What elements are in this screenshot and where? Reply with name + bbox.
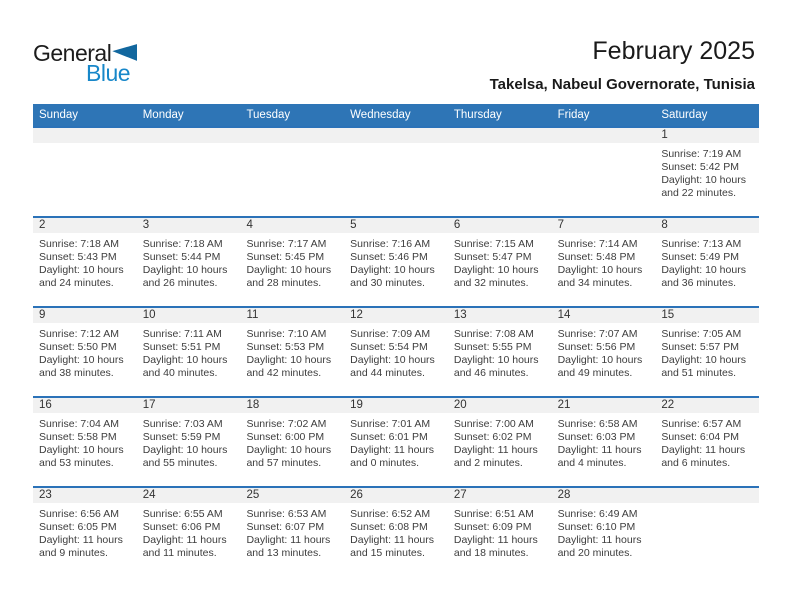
day-info <box>344 323 448 380</box>
day-info-line: Sunset: 5:47 PM <box>453 251 532 263</box>
empty-day-cell <box>344 128 448 216</box>
day-info-line: Sunrise: 6:51 AM <box>453 508 534 520</box>
day-info <box>448 503 552 560</box>
day-info <box>552 503 656 560</box>
day-info-line: Sunset: 5:51 PM <box>142 341 221 353</box>
week-row <box>33 486 759 576</box>
day-cell <box>137 488 241 576</box>
day-info <box>137 233 241 290</box>
day-number <box>344 128 448 143</box>
day-info-line: Sunrise: 7:10 AM <box>246 328 327 340</box>
weekday-header-label: Saturday <box>661 109 708 121</box>
day-info-line: Sunset: 5:46 PM <box>350 251 428 263</box>
day-info-line: Sunrise: 7:07 AM <box>557 328 638 340</box>
day-number <box>448 128 552 143</box>
day-cell <box>655 128 759 216</box>
empty-day-cell <box>137 128 241 216</box>
day-info-line: Daylight: 10 hours <box>453 354 539 366</box>
day-number: 27 <box>448 488 552 503</box>
day-info-line: and 57 minutes. <box>246 457 322 469</box>
day-info <box>655 233 759 290</box>
day-info-line: and 4 minutes. <box>557 457 627 469</box>
day-cell <box>448 488 552 576</box>
day-info-line: and 22 minutes. <box>661 187 737 199</box>
week-row <box>33 306 759 396</box>
day-cell <box>137 218 241 306</box>
empty-day-cell <box>448 128 552 216</box>
empty-day-cell <box>33 128 137 216</box>
day-info <box>552 233 656 290</box>
day-cell <box>33 488 137 576</box>
day-number: 20 <box>448 398 552 413</box>
day-number: 22 <box>655 398 759 413</box>
day-info-line: and 26 minutes. <box>142 277 218 289</box>
day-info-line: Daylight: 10 hours <box>39 354 124 366</box>
day-number <box>655 488 759 503</box>
day-info-line: Sunset: 5:59 PM <box>142 431 221 443</box>
day-info <box>448 413 552 470</box>
day-info-line: and 51 minutes. <box>661 367 737 379</box>
day-cell <box>552 398 656 486</box>
day-info-line: Daylight: 10 hours <box>661 354 746 366</box>
day-info-line: Daylight: 11 hours <box>246 534 331 546</box>
day-info-line: Sunrise: 7:08 AM <box>453 328 534 340</box>
day-info-line: Sunrise: 6:55 AM <box>142 508 223 520</box>
day-number: 28 <box>552 488 656 503</box>
day-info <box>344 503 448 560</box>
day-info-line: and 9 minutes. <box>39 547 108 559</box>
logo-text-blue: Blue <box>86 60 131 86</box>
day-number: 25 <box>240 488 344 503</box>
day-info-line: Daylight: 11 hours <box>453 534 538 546</box>
day-info-line: Sunrise: 7:18 AM <box>39 238 119 250</box>
day-info-line: and 11 minutes. <box>142 547 217 559</box>
day-cell <box>552 218 656 306</box>
day-info-line: and 42 minutes. <box>246 367 322 379</box>
day-cell <box>655 218 759 306</box>
day-info-line: Daylight: 10 hours <box>39 264 124 276</box>
day-info-line: Sunset: 5:43 PM <box>39 251 117 263</box>
day-info-line: Sunset: 6:01 PM <box>350 431 428 443</box>
day-info-line: Sunset: 6:02 PM <box>453 431 532 443</box>
day-info-line: Daylight: 11 hours <box>39 534 123 546</box>
day-info-line: Daylight: 10 hours <box>350 264 435 276</box>
day-number: 3 <box>137 218 241 233</box>
day-info-line: Sunset: 5:42 PM <box>661 161 739 173</box>
day-number: 10 <box>137 308 241 323</box>
day-number: 26 <box>344 488 448 503</box>
day-number <box>552 128 656 143</box>
day-info-line: Sunset: 5:56 PM <box>557 341 636 353</box>
day-number: 15 <box>655 308 759 323</box>
day-cell <box>240 218 344 306</box>
day-info-line: Sunset: 6:04 PM <box>661 431 739 443</box>
day-info-line: Daylight: 10 hours <box>142 264 228 276</box>
day-info-line: Sunset: 5:49 PM <box>661 251 739 263</box>
day-info-line: Daylight: 10 hours <box>246 264 332 276</box>
day-info-line: Sunset: 5:55 PM <box>453 341 532 353</box>
day-number: 11 <box>240 308 344 323</box>
weekday-header-label: Tuesday <box>246 109 291 121</box>
page-title: February 2025 <box>592 37 755 65</box>
weekday-header-label: Sunday <box>39 109 79 121</box>
empty-day-cell <box>552 128 656 216</box>
logo-triangle-icon <box>112 44 137 61</box>
day-info-line: and 6 minutes. <box>661 457 731 469</box>
day-info-line: Sunset: 6:07 PM <box>246 521 325 533</box>
title-block <box>490 38 755 93</box>
day-info <box>552 323 656 380</box>
day-info-line: and 15 minutes. <box>350 547 425 559</box>
day-info-line: and 53 minutes. <box>39 457 114 469</box>
day-info <box>33 323 137 380</box>
day-cell <box>137 308 241 396</box>
day-info-line: Daylight: 10 hours <box>661 264 746 276</box>
day-info-line: Daylight: 10 hours <box>39 444 124 456</box>
page-subtitle: Takelsa, Nabeul Governorate, Tunisia <box>489 76 755 93</box>
week-row <box>33 126 759 216</box>
day-cell <box>448 398 552 486</box>
day-info-line: and 28 minutes. <box>246 277 322 289</box>
day-info-line: Sunrise: 7:03 AM <box>142 418 223 430</box>
day-info <box>448 323 552 380</box>
day-info-line: Sunrise: 6:49 AM <box>557 508 638 520</box>
day-info-line: Sunrise: 7:19 AM <box>661 148 742 160</box>
logo-text-general: General <box>33 40 112 66</box>
day-info <box>655 143 759 200</box>
day-cell <box>33 308 137 396</box>
day-number: 1 <box>655 128 759 143</box>
day-number: 6 <box>448 218 552 233</box>
day-number: 13 <box>448 308 552 323</box>
day-info-line: Sunrise: 7:17 AM <box>246 238 327 250</box>
weekday-header-label: Friday <box>557 109 590 121</box>
day-info <box>33 503 137 560</box>
day-number: 5 <box>344 218 448 233</box>
day-info-line: Sunset: 6:00 PM <box>246 431 325 443</box>
day-number: 21 <box>552 398 656 413</box>
empty-day-cell <box>655 488 759 576</box>
day-info-line: Sunrise: 7:01 AM <box>350 418 431 430</box>
day-info <box>137 503 241 560</box>
day-info <box>448 233 552 290</box>
day-info-line: Daylight: 10 hours <box>246 444 332 456</box>
day-number <box>33 128 137 143</box>
day-cell <box>344 308 448 396</box>
day-info-line: Sunset: 6:03 PM <box>557 431 636 443</box>
week-row <box>33 216 759 306</box>
week-row <box>33 396 759 486</box>
day-info-line: Daylight: 10 hours <box>661 174 746 186</box>
day-info-line: Sunrise: 7:14 AM <box>557 238 638 250</box>
day-cell <box>344 218 448 306</box>
day-info-line: Daylight: 10 hours <box>557 354 643 366</box>
day-info-line: and 24 minutes. <box>39 277 114 289</box>
day-info-line: Sunrise: 6:57 AM <box>661 418 742 430</box>
day-info-line: and 32 minutes. <box>453 277 529 289</box>
day-info-line: Sunrise: 6:58 AM <box>557 418 638 430</box>
day-info-line: Daylight: 11 hours <box>661 444 746 456</box>
general-blue-logo <box>33 40 153 86</box>
day-info-line: and 44 minutes. <box>350 367 425 379</box>
day-info-line: Sunset: 6:05 PM <box>39 521 117 533</box>
day-number: 9 <box>33 308 137 323</box>
day-info-line: Daylight: 10 hours <box>246 354 332 366</box>
day-info-line: Daylight: 10 hours <box>142 444 228 456</box>
day-number <box>137 128 241 143</box>
day-cell <box>240 398 344 486</box>
day-info <box>240 323 344 380</box>
day-info <box>344 413 448 470</box>
day-info <box>33 413 137 470</box>
day-info-line: Sunrise: 7:05 AM <box>661 328 742 340</box>
day-info <box>552 413 656 470</box>
day-info-line: Sunset: 5:45 PM <box>246 251 325 263</box>
day-info-line: Sunset: 6:10 PM <box>557 521 636 533</box>
day-info-line: and 20 minutes. <box>557 547 633 559</box>
day-info <box>33 233 137 290</box>
day-info-line: and 49 minutes. <box>557 367 633 379</box>
day-info-line: Daylight: 11 hours <box>557 534 642 546</box>
day-info-line: Sunrise: 7:12 AM <box>39 328 119 340</box>
day-number: 18 <box>240 398 344 413</box>
day-number: 2 <box>33 218 137 233</box>
day-info-line: and 0 minutes. <box>350 457 420 469</box>
day-info-line: Daylight: 11 hours <box>557 444 642 456</box>
day-info-line: and 46 minutes. <box>453 367 529 379</box>
day-info-line: Daylight: 11 hours <box>142 534 227 546</box>
day-info-line: and 55 minutes. <box>142 457 218 469</box>
day-info <box>137 323 241 380</box>
day-info <box>240 413 344 470</box>
empty-day-cell <box>240 128 344 216</box>
day-cell <box>448 218 552 306</box>
day-info <box>240 503 344 560</box>
day-info-line: and 18 minutes. <box>453 547 529 559</box>
day-info-line: Sunrise: 7:11 AM <box>142 328 222 340</box>
day-cell <box>552 308 656 396</box>
calendar-grid <box>33 126 759 576</box>
day-number: 16 <box>33 398 137 413</box>
day-info-line: and 38 minutes. <box>39 367 114 379</box>
day-info-line: Sunrise: 7:09 AM <box>350 328 431 340</box>
day-info-line: Sunrise: 7:02 AM <box>246 418 327 430</box>
day-info-line: and 30 minutes. <box>350 277 425 289</box>
day-number: 7 <box>552 218 656 233</box>
day-info <box>240 233 344 290</box>
day-cell <box>33 398 137 486</box>
day-info <box>655 323 759 380</box>
day-info-line: and 13 minutes. <box>246 547 322 559</box>
day-info-line: and 34 minutes. <box>557 277 633 289</box>
weekday-header-row <box>33 104 759 126</box>
day-cell <box>448 308 552 396</box>
day-number: 23 <box>33 488 137 503</box>
day-info-line: Daylight: 10 hours <box>557 264 643 276</box>
weekday-header-label: Wednesday <box>350 109 411 121</box>
day-info <box>137 413 241 470</box>
day-info-line: Daylight: 11 hours <box>350 444 435 456</box>
day-info-line: Sunset: 6:08 PM <box>350 521 428 533</box>
day-cell <box>240 308 344 396</box>
day-info-line: and 2 minutes. <box>453 457 523 469</box>
day-info-line: Sunset: 5:54 PM <box>350 341 428 353</box>
day-info-line: Daylight: 10 hours <box>350 354 435 366</box>
day-number: 24 <box>137 488 241 503</box>
day-cell <box>33 218 137 306</box>
day-info-line: Sunset: 5:50 PM <box>39 341 117 353</box>
day-number <box>240 128 344 143</box>
day-info-line: Sunrise: 6:53 AM <box>246 508 327 520</box>
calendar-table <box>33 104 759 576</box>
day-cell <box>240 488 344 576</box>
day-info-line: Sunrise: 6:56 AM <box>39 508 119 520</box>
day-cell <box>655 308 759 396</box>
day-cell <box>655 398 759 486</box>
day-number: 12 <box>344 308 448 323</box>
day-info-line: Sunset: 6:09 PM <box>453 521 532 533</box>
day-info-line: Sunset: 6:06 PM <box>142 521 221 533</box>
day-info-line: Daylight: 11 hours <box>350 534 435 546</box>
weekday-header-label: Thursday <box>453 109 502 121</box>
day-info-line: Sunset: 5:53 PM <box>246 341 325 353</box>
day-info-line: Sunrise: 7:16 AM <box>350 238 431 250</box>
day-cell <box>552 488 656 576</box>
day-info-line: Sunset: 5:44 PM <box>142 251 221 263</box>
day-cell <box>137 398 241 486</box>
day-info-line: and 36 minutes. <box>661 277 737 289</box>
day-number: 14 <box>552 308 656 323</box>
day-info-line: Sunset: 5:58 PM <box>39 431 117 443</box>
day-info-line: Daylight: 10 hours <box>453 264 539 276</box>
day-info-line: Sunrise: 7:15 AM <box>453 238 534 250</box>
day-info-line: Daylight: 10 hours <box>142 354 228 366</box>
day-info-line: Sunrise: 7:04 AM <box>39 418 119 430</box>
day-info <box>655 413 759 470</box>
day-cell <box>344 398 448 486</box>
day-info-line: Sunrise: 6:52 AM <box>350 508 431 520</box>
day-number: 17 <box>137 398 241 413</box>
day-number: 19 <box>344 398 448 413</box>
day-info <box>344 233 448 290</box>
day-number: 8 <box>655 218 759 233</box>
day-info-line: Sunrise: 7:13 AM <box>661 238 742 250</box>
day-number: 4 <box>240 218 344 233</box>
day-info-line: Sunrise: 7:18 AM <box>142 238 223 250</box>
day-info-line: and 40 minutes. <box>142 367 218 379</box>
day-info-line: Sunset: 5:57 PM <box>661 341 739 353</box>
weekday-header-label: Monday <box>142 109 184 121</box>
day-info-line: Sunrise: 7:00 AM <box>453 418 534 430</box>
day-cell <box>344 488 448 576</box>
day-info-line: Sunset: 5:48 PM <box>557 251 636 263</box>
day-info-line: Daylight: 11 hours <box>453 444 538 456</box>
